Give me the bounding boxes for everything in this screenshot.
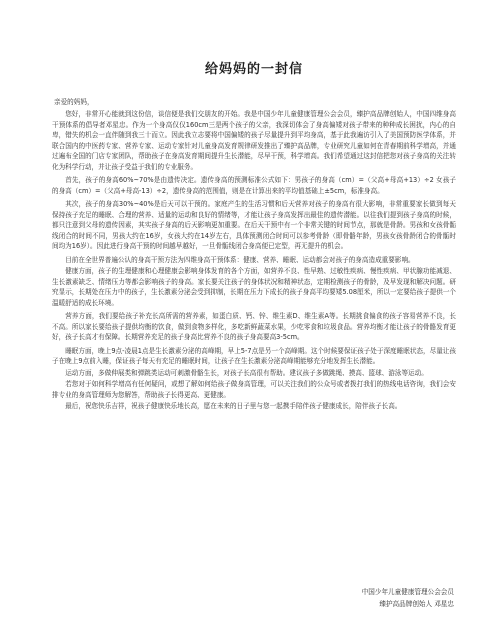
paragraph-consult: 若您对于如何科学增高有任何疑问，或想了解如何给孩子做身高管理，可以关注我们的公众号或者拨打我们的热线电话咨询，我们会安排专业的身高管理师为您解答，帮助孩子长得更高、更健康。 xyxy=(52,380,456,399)
signature-block xyxy=(362,586,454,610)
paragraph-acquired: 其次，孩子的身高30%~40%是后天可以干预的。家庭产生的生活习惯和后天营养对孩子的身高有很大影响，非常重要家长做到每天保持孩子充足的睡眠、合理的营养、适量的运动和良好的情绪等，才能让孩子身高发挥出最佳的遗传潜能。以往我们提到孩子身高的时候，都只注意到父母的遗传因素，其实孩子身高的后天影响更加重要。在后天干预中有一个非常关键的时间节点，那就是骨龄。男孩和女孩骨骺线闭合的时间不同，男孩大约在16岁，女孩大约在14岁左右，具体预测闭合时间可以参考骨龄（即骨骼年龄，男孩女孩骨龄闭合的骨骺时间均为16岁）。因此进行身高干预的时间越早越好，一旦骨骺线闭合身高便已定型，再无提升的机会。 xyxy=(52,200,456,250)
paragraph-health: 健康方面，孩子的生理健康和心理健康会影响身体发育的各个方面，如营养不良、性早熟、过敏性疾病、慢性疾病、甲状腺功能减退、生长激素缺乏、情绪压力等都会影响孩子的身高。家长要关注孩子的身体状况和精神状态，定期检测孩子的骨龄，及早发现和解决问题。研究显示，长期处在压力中的孩子，生长激素分泌会受到抑制，长期在压力下成长的孩子身高平均要矮5.08厘米，所以一定要给孩子提供一个温暖舒适的成长环境。 xyxy=(52,267,456,307)
paragraph-nutrition: 营养方面，我们要给孩子补充长高所需的营养素，如蛋白质、钙、锌、维生素D、维生素A等。长期挑食偏食的孩子容易营养不良，长不高。所以家长要给孩子提供均衡的饮食，做到食物多样化，多吃新鲜蔬菜水果，少吃零食和垃圾食品。营养均衡才能让孩子的骨骼发育更好，孩子长高才有保障。长期营养充足的孩子身高比营养不良的孩子身高要高3-5cm。 xyxy=(52,312,456,341)
paragraph-four-dimensions: 目前在全世界普遍公认的身高干预方法为四维身高干预体系：健康、营养、睡眠、运动都会对孩子的身高造成重要影响。 xyxy=(65,255,415,264)
paragraph-closing: 最后，祝您快乐吉祥，祝孩子健康快乐地长高，愿在未来的日子里与您一起携手陪伴孩子健康成长，陪伴孩子长高。 xyxy=(65,402,402,410)
letter-title: 给妈妈的一封信 xyxy=(204,62,303,77)
paragraph-intro: 您好，非常开心能就到这份信，谈信便是我们交朋友的开始。我是中国少年儿童健康管理公会会员，臻护高品牌创始人，中国四维身高干预体系的倡导者邓星忠。作为一个身高仅仅160cm三是两个孩子的父亲，我深切体会了身高偏矮对孩子带来的种种成长困扰，内心的自卑，错失的机会一直伴随到我三十而立。因此我立志要将中国偏矮的孩子尽量提升到平均身高，基于此我遍访引入了美国预防医学体系，并联合国内的中医药专家、营养专家、运动专家针对儿童身高发育规律研发推出了臻护高品牌，专业研究儿童如何在青春期前科学增高，并通过遍布全国的门店专家团队，帮助孩子在身高发育期间提升生长潜能，尽早干预，科学增高。我们希望通过这封信把您对孩子身高的关注转化为科学行动，并让孩子受益于我们的专业服务。 xyxy=(52,110,456,171)
paragraph-exercise: 运动方面，多做伸展类和弹跳类运动可刺激骨骼生长，对孩子长高很有帮助。建议孩子多做跳绳、摸高、篮球、游泳等运动。 xyxy=(65,368,428,377)
paragraph-sleep: 睡眠方面，晚上9点-凌晨1点是生长激素分泌的高峰期，早上5-7点是另一个高峰期。这个时候要保证孩子处于深度睡眠状态，尽量让孩子在晚上9点前入睡，保证孩子每天有充足的睡眠时间，让孩子在生长激素分泌高峰期能够充分地发挥生长潜能。 xyxy=(52,346,456,365)
paragraph-genetics: 首先，孩子的身高60%~70%是由遗传决定。遗传身高的预测标准公式如下：男孩子的身高（cm）=（父高+母高+13）÷2 女孩子的身高（cm）=（父高+母高-13）÷2，遗传身高的范围值，则是在计算出来的平均值基础上±5cm，标准身高。 xyxy=(52,176,456,195)
salutation: 亲爱的妈妈， xyxy=(54,98,94,106)
signature-founder: 臻护高品牌创始人 邓星忠 xyxy=(379,600,454,608)
signature-organization: 中国少年儿童健康管理公会会员 xyxy=(361,588,454,596)
